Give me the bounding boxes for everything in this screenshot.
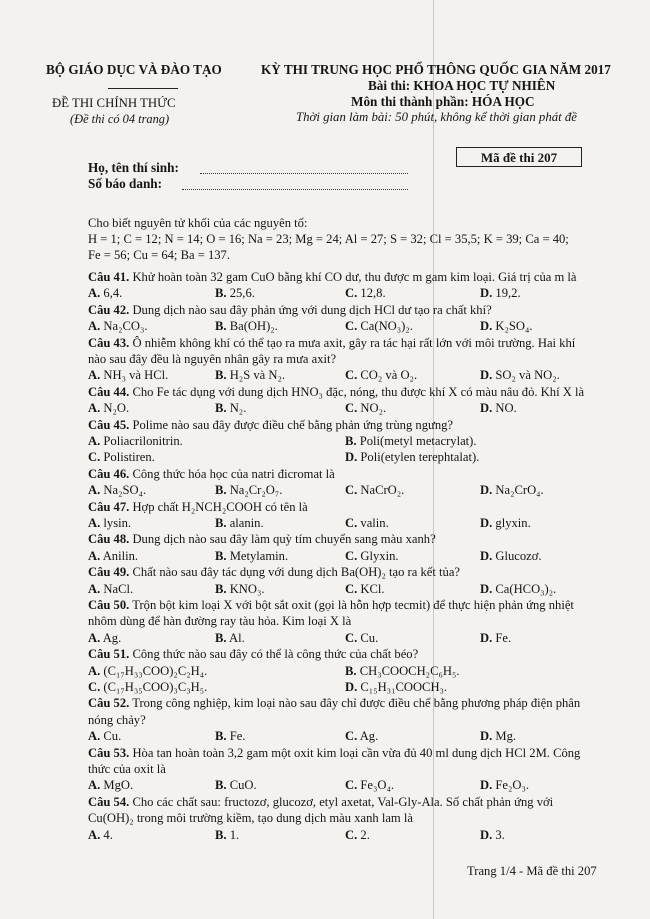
- question-text: [88, 811, 413, 825]
- question-text: [88, 647, 418, 661]
- question-stem: Cho các chất sau: fructozơ, glucozơ, etyl axetat, Val-Gly-Ala. Số chất phản ứng với: [132, 794, 554, 809]
- answer-option[interactable]: C. Polistiren.: [88, 450, 155, 465]
- question-stem: Hợp chất H₂NCH₂COOH có tên là: [132, 499, 308, 514]
- exam-code: Mã đề thi 207: [480, 150, 558, 165]
- answer-option[interactable]: C. NaCrO₂.: [345, 483, 405, 498]
- answer-option[interactable]: C. NO₂.: [345, 401, 387, 416]
- answer-option[interactable]: A. MgO.: [88, 778, 134, 793]
- question-number: Câu 52.: [88, 696, 130, 711]
- answer-option[interactable]: C. 2.: [345, 827, 370, 842]
- question-number: Câu 53.: [88, 745, 130, 760]
- answer-option[interactable]: D. Mg.: [480, 729, 517, 744]
- question-number: Câu 51.: [88, 647, 130, 662]
- answer-option[interactable]: D. C₁₅H₃₁COOCH₃.: [345, 680, 448, 694]
- question-text: [88, 467, 335, 481]
- question-number: Câu 45.: [88, 417, 130, 432]
- time-line: Thời gian làm bài: 50 phút, không kể thời gian phát đề: [296, 110, 577, 124]
- answer-option[interactable]: B. CH₃COOCH₂C₆H₅.: [345, 663, 460, 678]
- intro-line-1: Cho biết nguyên tử khối của các nguyên tố:: [88, 216, 308, 230]
- question-text: [88, 696, 580, 710]
- question-stem: Khử hoàn toàn 32 gam CuO bằng khí CO dư, thu được m gam kim loại. Giá trị của m là: [132, 270, 577, 284]
- answer-option[interactable]: C. Ag.: [345, 729, 379, 744]
- intro-line-2: H = 1; C = 12; N = 14; O = 16; Na = 23; Mg = 24; Al = 27; S = 32; Cl = 35,5; K = 39; Ca = 40;: [88, 232, 569, 246]
- answer-option[interactable]: D. Ca(HCO₃)₂.: [480, 581, 557, 596]
- question-stem: Công thức nào sau đây có thể là công thức của chất béo?: [132, 647, 419, 662]
- question-text: [88, 713, 146, 727]
- question-number: Câu 42.: [88, 302, 130, 317]
- answer-option[interactable]: D. Poli(etylen terephtalat).: [345, 450, 480, 465]
- question-text: [88, 598, 574, 612]
- answer-option[interactable]: A. lysin.: [88, 516, 132, 530]
- answer-option[interactable]: A. Anilin.: [88, 548, 139, 563]
- intro-line-3: Fe = 56; Cu = 64; Ba = 137.: [88, 248, 230, 262]
- answer-option[interactable]: B. CuO.: [215, 778, 257, 793]
- answer-option[interactable]: A. Ag.: [88, 630, 122, 645]
- question-stem: Hòa tan hoàn toàn 3,2 gam một oxit kim loại cần vừa đủ 40 ml dung dịch HCl 2M. Công: [132, 745, 581, 760]
- subject-line: Bài thi: KHOA HỌC TỰ NHIÊN: [368, 78, 556, 93]
- candidate-name-label: Họ, tên thí sinh:: [88, 160, 179, 175]
- answer-option[interactable]: C. 12,8.: [345, 286, 386, 301]
- answer-option[interactable]: A. 4.: [88, 827, 113, 842]
- answer-option[interactable]: B. alanin.: [215, 516, 264, 530]
- question-number: Câu 41.: [88, 270, 130, 284]
- question-stem: Cu(OH)₂ trong môi trường kiềm, tạo dung dịch màu xanh lam là: [88, 811, 413, 826]
- answer-option[interactable]: D. Glucozơ.: [480, 548, 542, 563]
- question-text: [88, 418, 453, 432]
- answer-option[interactable]: A. Poliacrilonitrin.: [88, 434, 183, 448]
- candidate-id-label: Số báo danh:: [88, 176, 163, 191]
- answer-option[interactable]: C. Fe₃O₄.: [345, 778, 395, 793]
- question-text: [88, 385, 584, 399]
- answer-option[interactable]: B. 25,6.: [215, 286, 255, 301]
- answer-option[interactable]: D. SO₂ và NO₂.: [480, 368, 560, 383]
- answer-option[interactable]: D. Fe₂O₃.: [480, 778, 530, 793]
- question-stem: Chất nào sau đây tác dụng với dung dịch Ba(OH)₂ tạo ra kết tủa?: [132, 565, 461, 580]
- answer-option[interactable]: C. Glyxin.: [345, 548, 399, 563]
- answer-option[interactable]: D. K₂SO₄.: [480, 319, 533, 334]
- question-text: [88, 614, 351, 628]
- answer-option[interactable]: C. Ca(NO₃)₂.: [345, 319, 413, 334]
- answer-option[interactable]: B. N₂.: [215, 401, 247, 416]
- answer-option[interactable]: A. (C₁₇H₃₃COO)₂C₂H₄.: [88, 663, 208, 678]
- question-text: [88, 746, 580, 760]
- question-stem: Ô nhiễm không khí có thể tạo ra mưa axit, gây ra tác hại rất lớn với môi trường. Hai khí: [132, 335, 576, 350]
- answer-option[interactable]: B. KNO₃.: [215, 581, 265, 596]
- question-number: Câu 43.: [88, 335, 130, 350]
- answer-option[interactable]: C. KCl.: [345, 581, 385, 596]
- answer-option[interactable]: B. Fe.: [215, 729, 246, 744]
- question-stem: Dung dịch nào sau đây làm quỳ tím chuyển sang màu xanh?: [132, 532, 436, 547]
- answer-option[interactable]: A. Cu.: [88, 729, 122, 744]
- question-number: Câu 50.: [88, 598, 130, 612]
- answer-option[interactable]: B. Poli(metyl metacrylat).: [345, 434, 477, 448]
- question-text: [88, 336, 575, 350]
- candidate-name-field[interactable]: [200, 159, 408, 174]
- header-rule: [108, 88, 178, 89]
- answer-option[interactable]: A. NaCl.: [88, 581, 134, 596]
- answer-option[interactable]: B. Ba(OH)₂.: [215, 319, 278, 334]
- question-text: [88, 500, 308, 514]
- candidate-id-field[interactable]: [182, 175, 408, 190]
- question-stem: Polime nào sau đây được điều chế bằng phản ứng trùng ngưng?: [132, 417, 454, 432]
- answer-option[interactable]: D. 19,2.: [480, 286, 521, 301]
- question-text: [88, 303, 492, 317]
- exam-title: KỲ THI TRUNG HỌC PHỔ THÔNG QUỐC GIA NĂM 2017: [261, 62, 611, 77]
- question-number: Câu 44.: [88, 384, 130, 399]
- answer-option[interactable]: D. glyxin.: [480, 516, 531, 530]
- question-number: Câu 49.: [88, 565, 130, 580]
- answer-option[interactable]: A. NH₃ và HCl.: [88, 368, 169, 383]
- question-stem: Trộn bột kim loại X với bột sắt oxit (gọi là hỗn hợp tecmit) để thực hiện phản ứng nhiệt: [132, 598, 574, 612]
- answer-option[interactable]: D. 3.: [480, 827, 505, 842]
- answer-option[interactable]: C. CO₂ và O₂.: [345, 368, 418, 383]
- question-text: [88, 532, 436, 546]
- pages-note: (Đề thi có 04 trang): [70, 112, 170, 126]
- question-text: [88, 270, 577, 284]
- answer-option[interactable]: A. 6,4.: [88, 286, 123, 301]
- answer-option[interactable]: D. Na₂CrO₄.: [480, 483, 544, 498]
- question-text: [88, 762, 166, 776]
- question-stem: nhôm dùng để hàn đường ray tàu hỏa. Kim loại X là: [88, 614, 352, 629]
- question-stem: Công thức hóa học của natri đicromat là: [132, 466, 335, 481]
- answer-option[interactable]: C. (C₁₇H₃₅COO)₃C₃H₅.: [88, 680, 208, 694]
- question-text: [88, 795, 553, 809]
- answer-option[interactable]: C. valin.: [345, 516, 389, 530]
- page-footer: Trang 1/4 - Mã đề thi 207: [467, 864, 597, 878]
- answer-option[interactable]: B. Metylamin.: [215, 548, 289, 563]
- question-number: Câu 54.: [88, 794, 130, 809]
- question-stem: Cho Fe tác dụng với dung dịch HNO₃ đặc, nóng, thu được khí X có màu nâu đỏ. Khí X là: [132, 384, 585, 399]
- answer-option[interactable]: B. Al.: [215, 630, 245, 645]
- answer-option[interactable]: B. Na₂Cr₂O₇.: [215, 483, 283, 498]
- answer-option[interactable]: A. Na₂CO₃.: [88, 319, 148, 334]
- question-stem: Trong công nghiệp, kim loại nào sau đây chỉ được điều chế bằng phương pháp điện phân: [132, 696, 581, 711]
- answer-option[interactable]: B. 1.: [215, 827, 240, 842]
- question-number: Câu 47.: [88, 499, 130, 514]
- answer-option[interactable]: B. H₂S và N₂.: [215, 368, 286, 383]
- answer-option[interactable]: D. NO.: [480, 401, 517, 416]
- question-number: Câu 46.: [88, 466, 130, 481]
- answer-option[interactable]: A. N₂O.: [88, 401, 130, 416]
- question-stem: thức của oxit là: [88, 762, 166, 776]
- question-number: Câu 48.: [88, 532, 130, 547]
- answer-option[interactable]: A. Na₂SO₄.: [88, 483, 147, 498]
- question-text: [88, 352, 336, 366]
- question-stem: nào sau đây đều là nguyên nhân gây ra mưa axit?: [88, 352, 337, 366]
- question-text: [88, 565, 460, 579]
- question-stem: Dung dịch nào sau đây phản ứng với dung dịch HCl dư tạo ra chất khí?: [132, 302, 492, 317]
- official-label: ĐỀ THI CHÍNH THỨC: [52, 96, 176, 110]
- component-line: Môn thi thành phần: HÓA HỌC: [351, 94, 535, 109]
- question-stem: nóng chảy?: [88, 712, 146, 727]
- answer-option[interactable]: C. Cu.: [345, 630, 379, 645]
- ministry-name: BỘ GIÁO DỤC VÀ ĐÀO TẠO: [46, 62, 222, 77]
- answer-option[interactable]: D. Fe.: [480, 630, 512, 645]
